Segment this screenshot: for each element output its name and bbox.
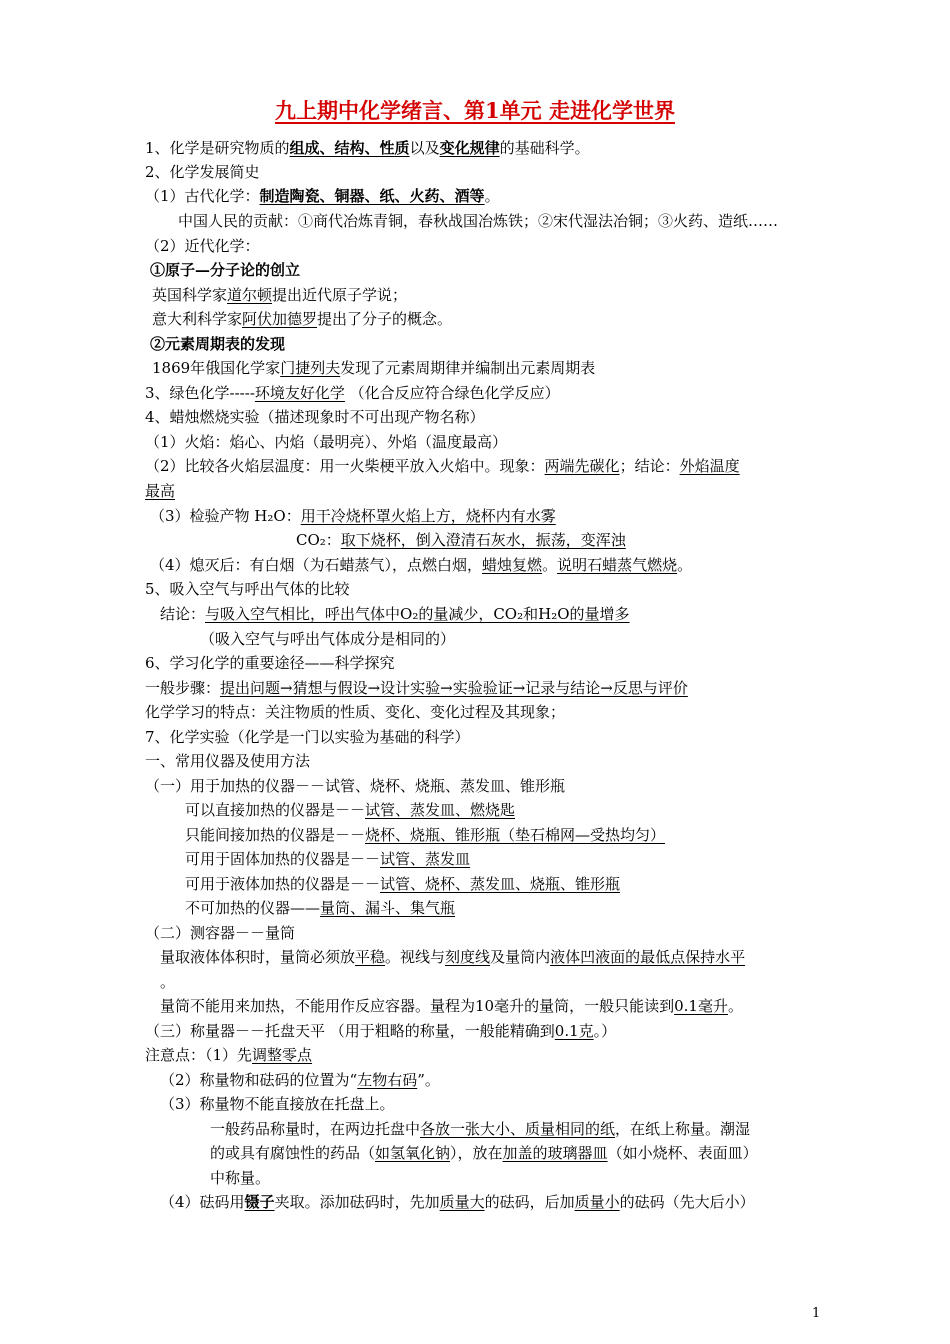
text-segment: （1）火焰：焰心、内焰（最明亮）、外焰（温度最高） [145,433,508,451]
text-line [145,455,740,477]
text-line [150,259,300,281]
text-line [185,848,470,870]
text-segment: （3）检验产物 H₂O： [150,507,301,525]
text-segment: 提出了分子的概念。 [317,310,453,328]
text-segment: 的砝码，后加 [484,1193,575,1211]
text-segment: 3、绿色化学----- [145,384,255,402]
text-segment: 液体凹液面的最低点保持水平 [550,948,746,966]
text-line [145,185,500,207]
text-segment: 试管、蒸发皿 [380,850,471,868]
text-segment: 环境友好化学 [254,384,345,402]
text-segment: 试管、烧杯、蒸发皿、烧瓶、锥形瓶 [380,875,621,893]
text-segment: 道尔顿 [227,286,273,304]
text-line [145,726,470,748]
page-title: 九上期中化学绪言、第1单元 走进化学世界 [275,98,675,123]
text-segment: 。 [677,556,693,574]
text-line [145,922,295,944]
text-segment: 一般药品称量时，在两边托盘中 [210,1120,421,1138]
text-line [145,1020,616,1042]
text-segment: 及量筒内 [490,948,551,966]
text-segment: 。 [484,187,500,205]
text-segment: 镊子 [244,1193,275,1211]
text-segment: 取下烧杯，倒入澄清石灰水，振荡，变浑浊 [340,531,626,549]
text-segment: 可以直接加热的仪器是－－ [185,801,366,819]
text-segment: （吸入空气与呼出气体成分是相同的） [200,630,456,648]
text-segment: 烧杯、烧瓶、锥形瓶（垫石棉网—受热均匀） [365,826,666,844]
text-segment: ①原子—分子论的创立 [150,261,301,279]
text-line [185,824,665,846]
text-line [145,775,565,797]
text-line [210,1142,758,1164]
text-segment: 1869年俄国化学家 [152,359,281,377]
text-segment: 量筒、漏斗、集气瓶 [320,899,456,917]
text-line [145,161,260,183]
text-line [145,750,310,772]
text-segment: 的或具有腐蚀性的药品（ [210,1144,376,1162]
text-segment: 中称量。 [210,1169,271,1187]
text-segment: ”。 [417,1071,440,1089]
text-segment: 平稳 [355,948,386,966]
text-line [150,333,285,355]
text-segment: （4）熄灭后：有白烟（为石蜡蒸气），点燃白烟， [150,556,483,574]
text-segment: 左物右码 [357,1071,418,1089]
text-segment: 质量大 [439,1193,485,1211]
text-line [145,137,590,159]
text-segment: 。） [593,1022,617,1040]
text-line [145,1044,312,1066]
text-segment: （1）古代化学： [145,187,260,205]
text-segment: 用干冷烧杯罩火焰上方，烧杯内有水雾 [300,507,556,525]
text-segment: 刻度线 [445,948,491,966]
text-segment: 结论： [160,605,206,623]
text-segment: CO₂： [296,531,341,549]
text-segment: 质量小 [574,1193,620,1211]
text-segment: 7、化学实验（化学是一门以实验为基础的科学） [145,728,470,746]
text-segment: （4）砝码用 [160,1193,245,1211]
text-segment: 阿伏加德罗 [242,310,318,328]
text-line [152,308,452,330]
text-segment: （2）比较各火焰层温度：用一火柴梗平放入火焰中。现象： [145,457,545,475]
text-segment: 门捷列夫 [280,359,341,377]
text-segment: 注意点：（1）先 [145,1046,253,1064]
text-segment: ，在纸上称量。潮湿 [615,1120,751,1138]
text-segment: 英国科学家 [152,286,228,304]
text-segment: 最高 [145,482,176,500]
text-segment: 0.1克 [554,1022,594,1040]
text-segment: 的砝码（先大后小） [619,1193,755,1211]
text-segment: 1、化学是研究物质的 [145,139,290,157]
text-segment: 加盖的玻璃器皿 [502,1144,608,1162]
text-segment: 调整零点 [252,1046,313,1064]
text-segment: 量筒不能用来加热，不能用作反应容器。量程为10毫升的量筒，一般只能读到 [160,997,675,1015]
text-segment: 提出近代原子学说； [272,286,408,304]
text-segment: 只能间接加热的仪器是－－ [185,826,366,844]
text-line [152,357,595,379]
text-segment: 如氢氧化钠 [375,1144,451,1162]
text-segment: 。 [542,556,558,574]
text-segment: 2、化学发展简史 [145,163,260,181]
text-segment: 各放一张大小、质量相同的纸 [420,1120,616,1138]
text-line [145,677,688,699]
text-segment: 可用于固体加热的仪器是－－ [185,850,381,868]
text-line [145,652,395,674]
text-segment: 变化规律 [439,139,500,157]
text-segment: 0.1毫升 [674,997,728,1015]
text-segment: 。 [160,973,176,991]
text-segment: （化合反应符合绿色化学反应） [344,384,560,402]
text-line [210,1167,270,1189]
page-number: 1 [812,1306,821,1321]
text-line [145,578,350,600]
text-segment: 制造陶瓷、铜器、纸、火药、酒等 [259,187,485,205]
text-line [145,480,175,502]
text-segment: 不可加热的仪器—— [185,899,321,917]
text-line [296,529,626,551]
text-line [145,235,260,257]
text-segment: 化学学习的特点：关注物质的性质、变化、变化过程及其现象； [145,703,566,721]
text-segment: 的基础科学。 [499,139,590,157]
text-segment: ②元素周期表的发现 [150,335,286,353]
text-segment: 说明石蜡蒸气燃烧 [557,556,678,574]
text-line [150,554,692,576]
text-segment: 外焰温度 [679,457,740,475]
text-segment: 。视线与 [385,948,446,966]
text-segment: 一、常用仪器及使用方法 [145,752,311,770]
text-segment: 发现了元素周期律并编制出元素周期表 [340,359,596,377]
text-segment: ），放在 [450,1144,503,1162]
text-segment: 与吸入空气相比，呼出气体中O₂的量减少，CO₂和H₂O的量增多 [205,605,630,623]
text-line [160,995,743,1017]
text-line [185,897,455,919]
text-segment: 5、吸入空气与呼出气体的比较 [145,580,350,598]
text-segment: 以及 [409,139,440,157]
text-line [160,1093,395,1115]
text-line [145,406,485,428]
text-segment: 一般步骤： [145,679,221,697]
text-segment: 提出问题→猜想与假设→设计实验→实验验证→记录与结论→反思与评价 [220,679,688,697]
text-segment: （三）称量器－－托盘天平 （用于粗略的称量，一般能精确到 [145,1022,555,1040]
text-segment: 量取液体体积时，量筒必须放 [160,948,356,966]
text-segment: （2）近代化学： [145,237,260,255]
text-line [210,1118,750,1140]
text-segment: 6、学习化学的重要途径——科学探究 [145,654,395,672]
text-line [185,873,620,895]
text-segment: 可用于液体加热的仪器是－－ [185,875,381,893]
text-segment: （如小烧杯、表面皿） [607,1144,758,1162]
text-segment: 夹取。添加砝码时，先加 [274,1193,440,1211]
text-segment: 中国人民的贡献：①商代冶炼青铜，春秋战国冶炼铁；②宋代湿法冶铜；③火药、造纸…… [178,212,779,230]
text-segment: （3）称量物不能直接放在托盘上。 [160,1095,395,1113]
text-segment: ；结论： [619,457,680,475]
text-line [160,603,630,625]
text-segment: 两端先碳化 [544,457,620,475]
text-segment: 蜡烛复燃 [482,556,543,574]
text-line [185,799,515,821]
text-segment: 试管、蒸发皿、燃烧匙 [365,801,516,819]
text-line [150,505,556,527]
text-segment: 意大利科学家 [152,310,243,328]
text-line [160,1191,755,1213]
text-segment: （二）测容器－－量筒 [145,924,296,942]
text-line [145,701,565,723]
text-segment: 组成、结构、性质 [289,139,410,157]
text-line [178,210,778,232]
text-segment: （2）称量物和砝码的位置为“ [160,1071,358,1089]
text-segment: 4、蜡烛燃烧实验（描述现象时不可出现产物名称） [145,408,485,426]
text-line [200,628,455,650]
text-segment: （一）用于加热的仪器－－试管、烧杯、烧瓶、蒸发皿、锥形瓶 [145,777,566,795]
text-segment: 。 [727,997,743,1015]
text-line [145,431,507,453]
text-line [152,284,407,306]
text-line [160,946,745,968]
text-line [145,382,560,404]
text-line [160,971,175,993]
text-line [160,1069,440,1091]
